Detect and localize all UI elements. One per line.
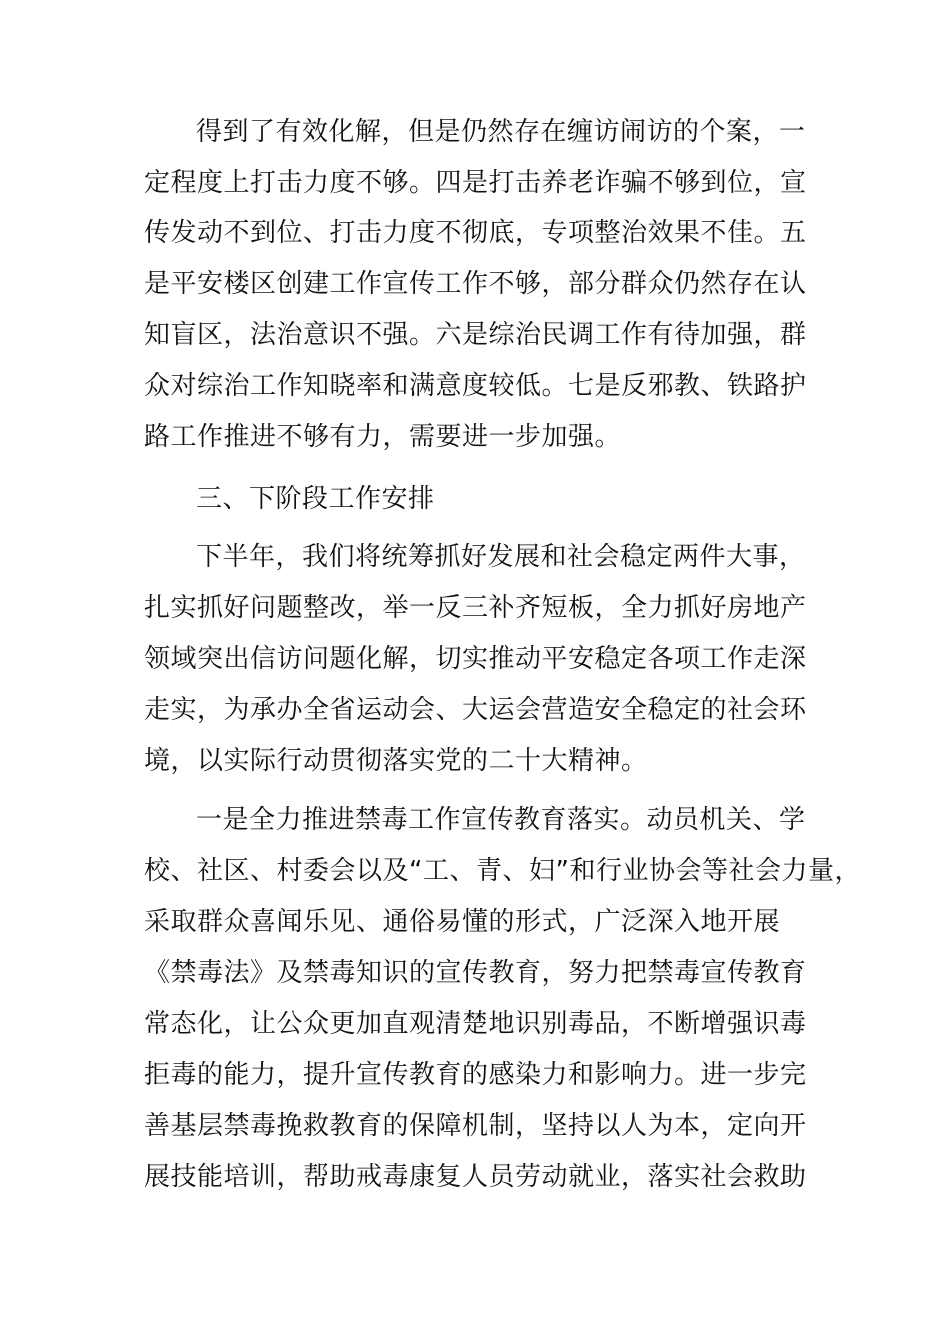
text-line: 是平安楼区创建工作宣传工作不够，部分群众仍然存在认 <box>144 269 807 299</box>
text-line: 一是全力推进禁毒工作宣传教育落实。动员机关、学 <box>196 805 806 835</box>
text-line: 路工作推进不够有力，需要进一步加强。 <box>144 422 622 452</box>
text-line: 《禁毒法》及禁毒知识的宣传教育，努力把禁毒宣传教育 <box>144 958 807 988</box>
section-heading: 三、下阶段工作安排 <box>196 484 435 514</box>
text-line: 善基层禁毒挽救教育的保障机制，坚持以人为本，定向开 <box>144 1111 807 1141</box>
text-line: 扎实抓好问题整改，举一反三补齐短板，全力抓好房地产 <box>144 593 807 623</box>
text-line: 众对综治工作知晓率和满意度较低。七是反邪教、铁路护 <box>144 371 807 401</box>
text-line: 走实，为承办全省运动会、大运会营造安全稳定的社会环 <box>144 695 807 725</box>
text-line: 拒毒的能力，提升宣传教育的感染力和影响力。进一步完 <box>144 1060 807 1090</box>
text-line: 下半年，我们将统筹抓好发展和社会稳定两件大事， <box>196 542 806 572</box>
text-line: 得到了有效化解，但是仍然存在缠访闹访的个案，一 <box>196 117 806 147</box>
text-line: 定程度上打击力度不够。四是打击养老诈骗不够到位，宣 <box>144 168 807 198</box>
text-line: 展技能培训，帮助戒毒康复人员劳动就业，落实社会救助 <box>144 1162 807 1192</box>
text-line: 传发动不到位、打击力度不彻底，专项整治效果不佳。五 <box>144 218 807 248</box>
text-line: 知盲区，法治意识不强。六是综治民调工作有待加强，群 <box>144 320 807 350</box>
text-line: 校、社区、村委会以及“工、青、妇”和行业协会等社会力量， <box>144 856 861 886</box>
text-line: 常态化，让公众更加直观清楚地识别毒品，不断增强识毒 <box>144 1009 807 1039</box>
text-line: 采取群众喜闻乐见、通俗易懂的形式，广泛深入地开展 <box>144 907 781 937</box>
text-line: 领域突出信访问题化解，切实推动平安稳定各项工作走深 <box>144 644 807 674</box>
text-line: 境，以实际行动贯彻落实党的二十大精神。 <box>144 746 648 776</box>
